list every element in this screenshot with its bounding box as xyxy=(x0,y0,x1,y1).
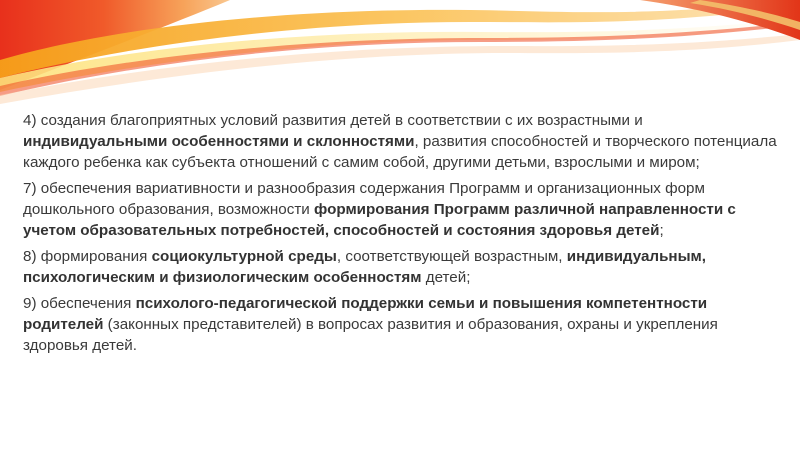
paragraph-8-bold-text-2: индивидуальным, психологическим и физиологическим особенностям xyxy=(23,248,707,286)
paragraph-4-text: 4) создания благоприятных условий развития детей в соответствии с их возрастными и xyxy=(23,112,643,129)
text-content xyxy=(23,110,778,361)
paragraph-4-text-end: , развития способностей и творческого потенциала каждого ребенка как субъекта отношений с самим собой, другими детьми, взрослыми и миром; xyxy=(23,133,777,171)
paragraph-8-text-end: детей; xyxy=(421,269,471,286)
paragraph-8-bold-text-1: социокультурной среды xyxy=(151,248,337,265)
paragraph-7-text: 7) обеспечения вариативности и разнообразия содержания Программ и организационных форм дошкольного образования, возможности xyxy=(23,180,705,218)
paragraph-8-text-mid: , соответствующей возрастным, xyxy=(336,248,567,265)
paragraph-7-text-end: ; xyxy=(659,222,664,239)
paragraph-9-text-end: (законных представителей) в вопросах развития и образования, охраны и укрепления здоровья детей. xyxy=(23,316,718,354)
paragraph-7-bold-text: формирования Программ различной направленности с учетом образовательных потребностей, способностей и состояния здоровья детей xyxy=(23,201,736,239)
paragraph-7 xyxy=(23,178,778,241)
paragraph-8-text: 8) формирования xyxy=(23,248,152,265)
decorative-wave-banner xyxy=(0,0,800,110)
paragraph-4 xyxy=(23,110,778,173)
paragraph-4-bold-text: индивидуальными особенностями и склонностями xyxy=(23,133,415,150)
paragraph-8 xyxy=(23,246,778,288)
paragraph-9-bold-text: психолого-педагогической поддержки семьи и повышения компетентности родителей xyxy=(23,295,708,333)
paragraph-9 xyxy=(23,293,778,356)
paragraph-9-text: 9) обеспечения xyxy=(23,295,136,312)
